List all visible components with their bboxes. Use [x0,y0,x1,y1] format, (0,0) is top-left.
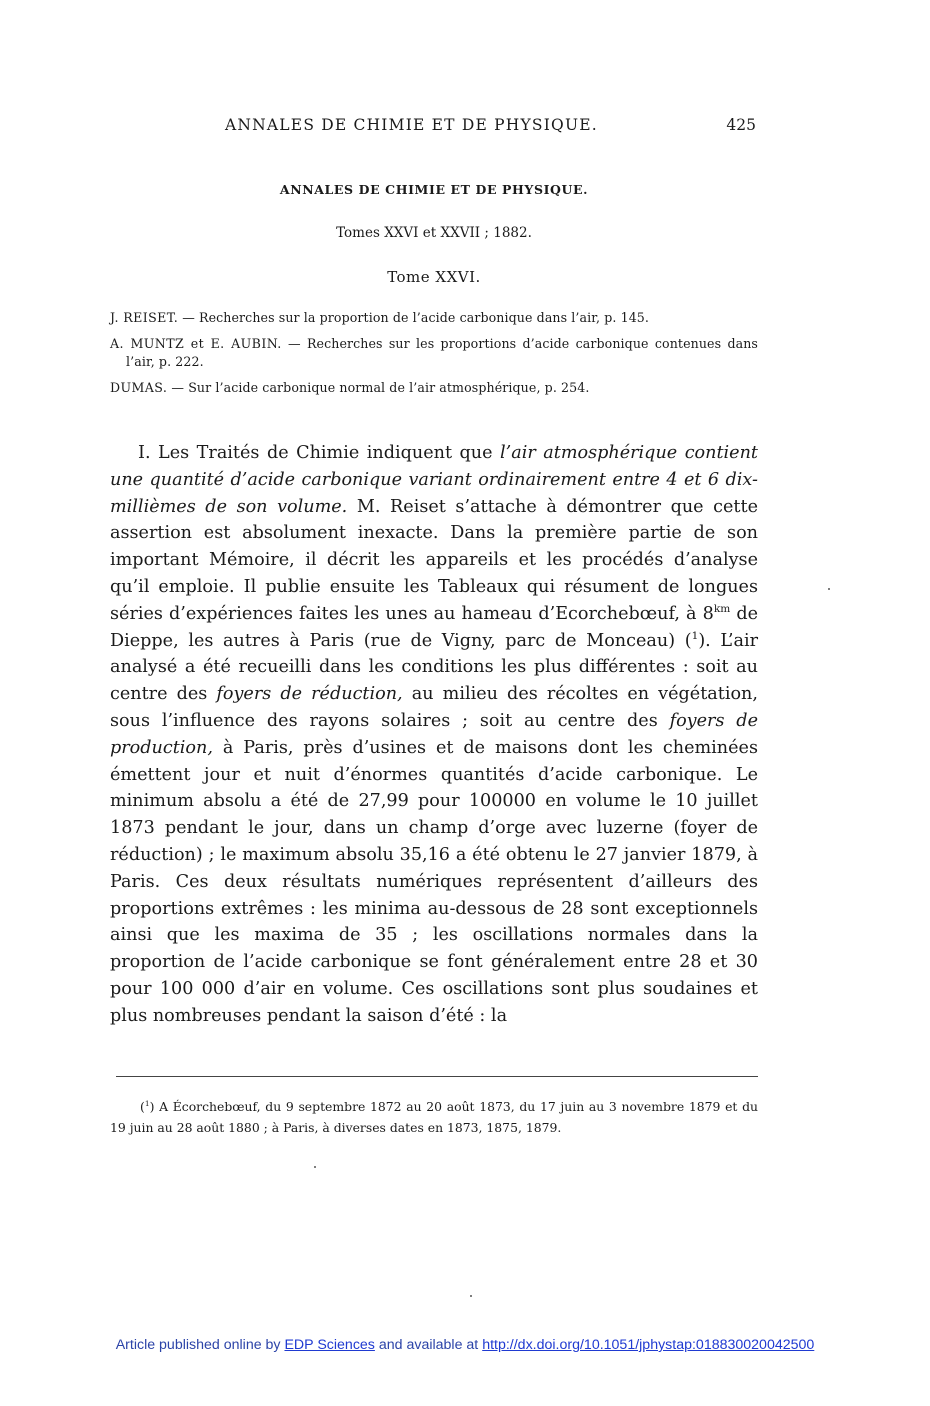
reference-text: — Recherches sur les proportions d’acide carbonique contenues dans l’air, p. 222. [126,335,758,369]
section-title: ANNALES DE CHIMIE ET DE PHYSIQUE. [279,182,589,197]
page-number: 425 [726,116,756,134]
footnote-text: A Écorchebœuf, du 9 septembre 1872 au 20 août 1873, du 17 juin au 3 novembre 1879 et du 19 juin au 28 août 1880 ; à Paris, à diverses dates en 1873, 1875, 1879. [110,1099,758,1135]
stray-mark [828,588,830,590]
footnote-divider [116,1076,758,1077]
volumes-line: Tomes XXVI et XXVII ; 1882. [336,225,532,241]
paragraph-text: au milieu des récoltes en végétation, sous l’influence des rayons solaires ; soit au centre des [110,684,758,731]
reference-list [110,309,758,404]
reference-item [110,379,758,398]
running-title: ANNALES DE CHIMIE ET DE PHYSIQUE. [225,116,598,134]
stray-mark [314,1166,316,1168]
footnote: ($^1$) A Écorchebœuf, du 9 septembre 1872 au 20 août 1873, du 17 juin au 3 novembre 1879 et du 19 juin au 28 août 1880 ; à Paris, à diverses dates en 1873, 1875, 1879. [110,1098,758,1135]
paragraph-emphasis: l’air atmosphérique contient une quantité d’acide carbonique variant ordinairement entre 4 et 6 dix-millièmes de son volume. [110,443,758,517]
paragraph-emphasis: foyers de production, [110,710,758,758]
footnote-reference[interactable]: 1 [691,629,699,642]
publication-footer [0,1337,930,1353]
reference-item [110,335,758,372]
unit-superscript: km [713,602,731,615]
footnote-marker: 1 [144,1098,150,1108]
reference-author: A. MUNTZ et E. AUBIN. [110,335,282,351]
reference-text: — Recherches sur la proportion de l’acide carbonique dans l’air, p. 145. [178,310,650,325]
paragraph-emphasis: foyers de réduction, [216,684,403,705]
tome-heading: Tome XXVI. [387,268,481,286]
paragraph-text: M. Reiset s’attache à démontrer que cette assertion est absolument inexacte. Dans la première partie de son important Mémoire, il décrit les appareils et les procédés d’analyse qu’il emploie. Il publie ensuite les Tableaux qui résument de longues séries d’expériences faites les unes au hameau d’Ecorchebœuf, à 8 [110,496,758,624]
footer-middle: and available at [374,1337,483,1353]
paragraph-text: de Dieppe, les autres à Paris (rue de Vigny, parc de Monceau) ( [110,603,758,651]
reference-author: J. REISET. [110,310,179,325]
doi-link[interactable]: http://dx.doi.org/10.1051/jphystap:018830020042500 [482,1337,815,1353]
reference-text: — Sur l’acide carbonique normal de l’air atmosphérique, p. 254. [167,379,590,395]
paragraph-text: ). L’air analysé a été recueilli dans les conditions les plus différentes : soit au centre des [110,630,758,705]
paragraph-text: à Paris, près d’usines et de maisons dont les cheminées émettent jour et nuit d’énormes quantités d’acide carbonique. Le minimum absolu a été de 27,99 pour 100000 en volume le 10 juillet 1873 pendant le jour, dans un champ d’orge avec luzerne (foyer de réduction) ; le maximum absolu 35,16 a été obtenu le 27 janvier 1879, à Paris. Ces deux résultats numériques représentent d’ailleurs des proportions extrêmes : les minima au-dessous de 28 sont exceptionnels ainsi que les maxima de 35 ; les oscillations normales dans la proportion de l’acide carbonique se font généralement entre 28 et 30 pour 100 000 d’air en volume. Ces oscillations sont plus soudaines et plus nombreuses pendant la saison d’été : la [110,737,758,1026]
reference-item [110,309,758,328]
footer-prefix: Article published online by [115,1337,285,1353]
body-paragraph [110,440,758,1030]
running-head [110,116,758,138]
stray-mark [470,1295,472,1297]
reference-author: DUMAS. [110,379,168,395]
publisher-link[interactable]: EDP Sciences [284,1337,375,1353]
paragraph-text: I. Les Traités de Chimie indiquent que [138,443,501,463]
